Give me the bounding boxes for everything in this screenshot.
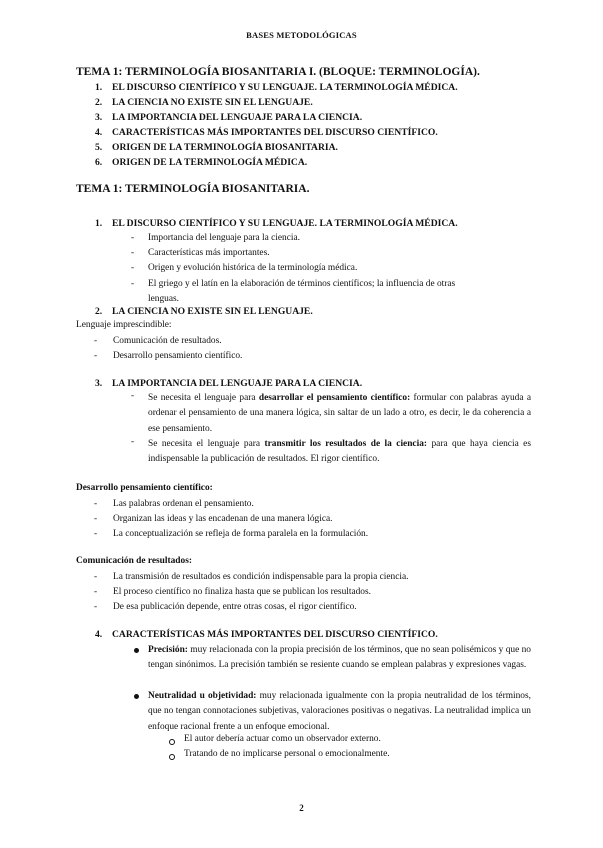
section-num: 1. xyxy=(95,218,103,229)
section-title: LA CIENCIA NO EXISTE SIN EL LENGUAJE. xyxy=(112,306,313,317)
toc-item-label: ORIGEN DE LA TERMINOLOGÍA BIOSANITARIA. xyxy=(112,141,338,153)
toc-list xyxy=(95,81,458,170)
comunicacion-heading: Comunicación de resultados: xyxy=(76,556,192,566)
toc-item-label: CARACTERÍSTICAS MÁS IMPORTANTES DEL DISCURSO CIENTÍFICO. xyxy=(112,126,438,138)
section-3-paragraph-1: Se necesita el lenguaje para desarrollar el pensamiento científico: formular con palabras ayuda a ordenar el pensamiento de una manera lógica, sin saltar de un lado a otro, es decir, le da coherencia a ese pensamiento. xyxy=(148,393,532,434)
toc-item xyxy=(95,96,458,111)
toc-item xyxy=(95,156,458,171)
sub-list-item: El autor debería actuar como un observador externo. xyxy=(184,734,381,744)
list-item: - Organizan las ideas y las encadenan de una manera lógica. xyxy=(94,514,333,525)
toc-item-num: 6. xyxy=(95,156,103,168)
section-1-list xyxy=(131,231,531,307)
toc-item xyxy=(95,126,458,141)
section-3-paragraph-2: Se necesita el lenguaje para transmitir los resultados de la ciencia: para que haya ciencia es indispensable la publicación de resultados. El rigor científico. xyxy=(148,439,531,465)
list-item: - Desarrollo pensamiento científico. xyxy=(94,351,243,362)
toc-item-label: LA CIENCIA NO EXISTE SIN EL LENGUAJE. xyxy=(112,96,313,108)
toc-item xyxy=(95,111,458,126)
section-2-list xyxy=(94,334,514,364)
section-main-title: TEMA 1: TERMINOLOGÍA BIOSANITARIA. xyxy=(76,183,310,195)
section-num: 3. xyxy=(95,378,103,389)
toc-item-label: LA IMPORTANCIA DEL LENGUAJE PARA LA CIENCIA. xyxy=(112,111,363,123)
section-num: 2. xyxy=(95,306,103,317)
section-4-heading xyxy=(95,629,438,640)
toc-item xyxy=(95,81,458,96)
list-item: - Comunicación de resultados. xyxy=(94,336,222,346)
toc-item xyxy=(95,141,458,156)
list-item: - Origen y evolución histórica de la terminología médica. xyxy=(131,263,358,274)
list-item: - Las palabras ordenan el pensamiento. xyxy=(94,499,254,509)
section-num: 4. xyxy=(95,629,103,640)
section-3-heading xyxy=(95,378,362,389)
toc-item-label: ORIGEN DE LA TERMINOLOGÍA MÉDICA. xyxy=(112,156,308,168)
section-title: LA IMPORTANCIA DEL LENGUAJE PARA LA CIENCIA. xyxy=(112,378,363,389)
dash-marker: - xyxy=(131,437,135,447)
desarrollo-list xyxy=(94,497,534,543)
dash-marker: - xyxy=(131,391,135,401)
toc-item-num: 4. xyxy=(95,126,103,138)
toc-item-label: EL DISCURSO CIENTÍFICO Y SU LENGUAJE. LA TERMINOLOGÍA MÉDICA. xyxy=(112,82,458,93)
bullet-icon xyxy=(134,694,139,699)
list-item-continuation: lenguas. xyxy=(148,293,179,304)
toc-item-num: 3. xyxy=(95,111,103,123)
section-2-heading xyxy=(95,306,313,317)
page-header: BASES METODOLÓGICAS xyxy=(246,30,357,40)
sub-bullet-icon xyxy=(169,739,175,745)
list-item: - Características más importantes. xyxy=(131,248,270,259)
sub-list-item: Tratando de no implicarse personal o emocionalmente. xyxy=(184,749,390,759)
list-item: - De esa publicación depende, entre otras cosas, el rigor científico. xyxy=(94,602,357,613)
toc-title: TEMA 1: TERMINOLOGÍA BIOSANITARIA I. (BLOQUE: TERMINOLOGÍA). xyxy=(76,66,480,78)
list-item: - La conceptualización se refleja de forma paralela en la formulación. xyxy=(94,529,369,540)
section-2-intro: Lenguaje imprescindible: xyxy=(76,320,172,330)
list-item: - La transmisión de resultados es condición indispensable para la propia ciencia. xyxy=(94,572,409,582)
section-title: CARACTERÍSTICAS MÁS IMPORTANTES DEL DISCURSO CIENTÍFICO. xyxy=(112,629,438,640)
toc-item-num: 1. xyxy=(95,82,103,93)
list-item: - Importancia del lenguaje para la ciencia. xyxy=(131,233,301,243)
bullet-icon xyxy=(134,648,139,653)
precision-paragraph: Precisión: muy relacionada con la propia precisión de los términos, que no sean polisémicos y que no tengan sinónimos. La precisión también se resiente cuando se emplean palabras y expresiones vagas. xyxy=(148,645,531,671)
section-1-heading xyxy=(95,218,458,229)
sub-bullet-icon xyxy=(169,754,175,760)
neutralidad-paragraph: Neutralidad u objetividad: muy relacionada igualmente con la propia neutralidad de los términos, que no tengan connotaciones subjetivas, valoraciones positivas o negativas. La neutralidad implica un enfoque racional frente a un enfoque emocional. xyxy=(148,691,531,732)
list-item: - El griego y el latín en la elaboración de términos científicos; la influencia de otras xyxy=(131,278,456,289)
page-number: 2 xyxy=(299,803,304,813)
section-title: EL DISCURSO CIENTÍFICO Y SU LENGUAJE. LA TERMINOLOGÍA MÉDICA. xyxy=(112,218,458,229)
desarrollo-heading: Desarrollo pensamiento científico: xyxy=(76,483,213,493)
comunicacion-list xyxy=(94,570,534,616)
toc-item-num: 5. xyxy=(95,141,103,153)
list-item: - El proceso científico no finaliza hasta que se publican los resultados. xyxy=(94,587,371,598)
toc-item-num: 2. xyxy=(95,96,103,108)
